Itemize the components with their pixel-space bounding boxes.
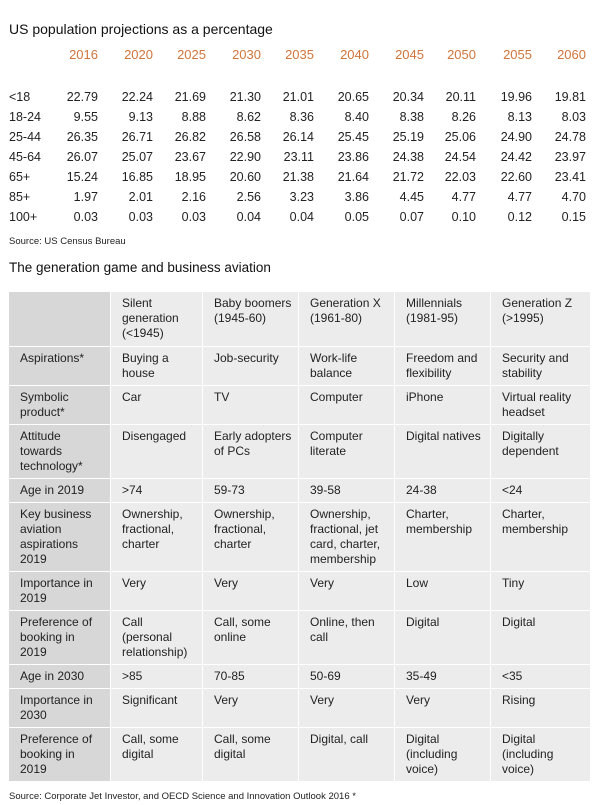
- population-value: 4.70: [561, 190, 586, 204]
- table-cell: Ownership, fractional, jet card, charter, membership: [299, 503, 395, 572]
- table-cell: Early adopters of PCs: [203, 425, 299, 479]
- table-cell: Tiny: [491, 572, 591, 611]
- generations-row: [9, 728, 591, 782]
- table-cell: 70-85: [203, 665, 299, 689]
- table-cell: Ownership, fractional, charter: [203, 503, 299, 572]
- population-value: 22.03: [444, 170, 476, 184]
- year-header-cell: 2016: [69, 47, 98, 62]
- generations-row: [9, 611, 591, 665]
- table-cell: >74: [111, 479, 203, 503]
- table-cell: Significant: [111, 689, 203, 728]
- population-value: 2.56: [236, 190, 261, 204]
- age-group-label: <18: [9, 90, 31, 104]
- generations-row: [9, 425, 591, 479]
- population-value: 26.07: [66, 150, 98, 164]
- population-year-header: [0, 47, 604, 67]
- population-value: 21.64: [337, 170, 369, 184]
- row-header-cell: Attitude towards technology*: [9, 425, 111, 479]
- population-value: 1.97: [73, 190, 98, 204]
- table-cell: Security and stability: [491, 347, 591, 386]
- table-cell: 35-49: [395, 665, 491, 689]
- population-value: 8.26: [451, 110, 476, 124]
- table-cell: Computer: [299, 386, 395, 425]
- population-value: 0.15: [561, 210, 586, 224]
- generations-header-row: [9, 292, 591, 347]
- table-cell: Job-security: [203, 347, 299, 386]
- table-cell: Buying a house: [111, 347, 203, 386]
- table-cell: Charter, membership: [491, 503, 591, 572]
- generations-table: [8, 291, 591, 782]
- population-row: [0, 150, 604, 170]
- population-value: 22.24: [121, 90, 153, 104]
- population-value: 0.03: [128, 210, 153, 224]
- population-value: 8.13: [507, 110, 532, 124]
- population-value: 21.72: [392, 170, 424, 184]
- population-value: 26.71: [121, 130, 153, 144]
- table-cell: Very: [395, 689, 491, 728]
- table-cell: Very: [299, 689, 395, 728]
- row-header-cell: Importance in 2030: [9, 689, 111, 728]
- generations-title: The generation game and business aviation: [9, 260, 271, 275]
- population-value: 8.62: [236, 110, 261, 124]
- year-header-cell: 2025: [177, 47, 206, 62]
- population-row: [0, 110, 604, 130]
- population-value: 8.38: [399, 110, 424, 124]
- table-cell: Rising: [491, 689, 591, 728]
- population-value: 23.41: [554, 170, 586, 184]
- table-cell: Very: [203, 572, 299, 611]
- table-cell: Charter, membership: [395, 503, 491, 572]
- population-value: 25.45: [337, 130, 369, 144]
- row-header-cell: Preference of booking in 2019: [9, 611, 111, 665]
- table-cell: 39-58: [299, 479, 395, 503]
- population-value: 0.05: [344, 210, 369, 224]
- generations-row: [9, 689, 591, 728]
- population-value: 21.38: [282, 170, 314, 184]
- row-header-cell: Age in 2019: [9, 479, 111, 503]
- table-cell: Digital, call: [299, 728, 395, 782]
- table-cell: Digital (including voice): [491, 728, 591, 782]
- population-value: 24.54: [444, 150, 476, 164]
- generation-header-cell: Generation X (1961-80): [299, 292, 395, 347]
- generation-header-cell: Generation Z (>1995): [491, 292, 591, 347]
- population-value: 8.36: [289, 110, 314, 124]
- population-row: [0, 210, 604, 230]
- table-cell: <24: [491, 479, 591, 503]
- row-header-cell: Preference of booking in 2019: [9, 728, 111, 782]
- table-cell: >85: [111, 665, 203, 689]
- population-value: 21.30: [229, 90, 261, 104]
- population-value: 24.90: [500, 130, 532, 144]
- generations-row: [9, 347, 591, 386]
- table-cell: Very: [299, 572, 395, 611]
- population-value: 8.88: [181, 110, 206, 124]
- population-value: 23.11: [283, 150, 314, 164]
- population-value: 26.82: [174, 130, 206, 144]
- year-header-cell: 2020: [124, 47, 153, 62]
- table-cell: Ownership, fractional, charter: [111, 503, 203, 572]
- population-value: 23.67: [174, 150, 206, 164]
- population-title: US population projections as a percentage: [9, 21, 273, 37]
- table-cell: <35: [491, 665, 591, 689]
- population-row: [0, 170, 604, 190]
- population-value: 24.38: [392, 150, 424, 164]
- table-cell: Computer literate: [299, 425, 395, 479]
- population-value: 0.07: [399, 210, 424, 224]
- table-cell: Digital: [491, 611, 591, 665]
- table-cell: Digital natives: [395, 425, 491, 479]
- population-value: 26.35: [66, 130, 98, 144]
- generations-row: [9, 572, 591, 611]
- population-value: 9.55: [73, 110, 98, 124]
- population-value: 3.23: [289, 190, 314, 204]
- population-value: 26.58: [229, 130, 261, 144]
- population-source-note: Source: US Census Bureau: [9, 236, 126, 247]
- year-header-cell: 2055: [503, 47, 532, 62]
- population-value: 22.79: [66, 90, 98, 104]
- table-cell: Very: [203, 689, 299, 728]
- generation-header-cell: Silent generation (<1945): [111, 292, 203, 347]
- population-value: 25.06: [444, 130, 476, 144]
- population-value: 0.04: [236, 210, 261, 224]
- table-cell: Disengaged: [111, 425, 203, 479]
- population-value: 8.03: [561, 110, 586, 124]
- population-value: 4.77: [451, 190, 476, 204]
- generations-source-note: Source: Corporate Jet Investor, and OECD Science and Innovation Outlook 2016 *: [9, 791, 356, 802]
- population-row: [0, 90, 604, 110]
- table-cell: Work-life balance: [299, 347, 395, 386]
- generations-row: [9, 386, 591, 425]
- table-cell: Call, some digital: [111, 728, 203, 782]
- row-header-cell: Age in 2030: [9, 665, 111, 689]
- population-value: 25.07: [121, 150, 153, 164]
- table-cell: Call (personal relationship): [111, 611, 203, 665]
- population-row: [0, 130, 604, 150]
- table-cell: Low: [395, 572, 491, 611]
- year-header-cell: 2060: [557, 47, 586, 62]
- row-header-cell: Key business aviation aspirations 2019: [9, 503, 111, 572]
- year-header-cell: 2035: [285, 47, 314, 62]
- population-value: 22.90: [229, 150, 261, 164]
- population-value: 22.60: [500, 170, 532, 184]
- population-value: 4.77: [507, 190, 532, 204]
- table-cell: Call, some digital: [203, 728, 299, 782]
- population-value: 2.16: [181, 190, 206, 204]
- year-header-cell: 2040: [340, 47, 369, 62]
- table-cell: iPhone: [395, 386, 491, 425]
- population-value: 18.95: [174, 170, 206, 184]
- table-cell: Virtual reality headset: [491, 386, 591, 425]
- population-value: 9.13: [128, 110, 153, 124]
- population-value: 20.65: [337, 90, 369, 104]
- table-cell: Online, then call: [299, 611, 395, 665]
- table-cell: Call, some online: [203, 611, 299, 665]
- population-value: 19.96: [500, 90, 532, 104]
- population-value: 21.69: [174, 90, 206, 104]
- age-group-label: 85+: [9, 190, 31, 204]
- year-header-cell: 2030: [232, 47, 261, 62]
- population-value: 20.60: [229, 170, 261, 184]
- population-value: 26.14: [282, 130, 314, 144]
- population-value: 0.03: [181, 210, 206, 224]
- age-group-label: 45-64: [9, 150, 41, 164]
- age-group-label: 25-44: [9, 130, 41, 144]
- population-value: 0.12: [507, 210, 532, 224]
- table-cell: Digital (including voice): [395, 728, 491, 782]
- table-cell: 59-73: [203, 479, 299, 503]
- population-value: 23.97: [554, 150, 586, 164]
- table-cell: 24-38: [395, 479, 491, 503]
- year-header-cell: 2050: [447, 47, 476, 62]
- table-cell: Car: [111, 386, 203, 425]
- generation-header-cell: Millennials (1981-95): [395, 292, 491, 347]
- population-value: 24.78: [554, 130, 586, 144]
- population-value: 24.42: [500, 150, 532, 164]
- age-group-label: 100+: [9, 210, 38, 224]
- table-cell: Digitally dependent: [491, 425, 591, 479]
- population-value: 19.81: [554, 90, 586, 104]
- population-value: 2.01: [128, 190, 153, 204]
- year-header-cell: 2045: [395, 47, 424, 62]
- population-row: [0, 190, 604, 210]
- population-value: 0.04: [289, 210, 314, 224]
- generation-header-cell: Baby boomers (1945-60): [203, 292, 299, 347]
- population-value: 0.03: [73, 210, 98, 224]
- generations-row: [9, 503, 591, 572]
- population-value: 23.86: [337, 150, 369, 164]
- row-header-cell: Importance in 2019: [9, 572, 111, 611]
- generations-row: [9, 479, 591, 503]
- population-value: 16.85: [121, 170, 153, 184]
- population-value: 15.24: [66, 170, 98, 184]
- population-value: 20.11: [445, 90, 476, 104]
- header-corner-cell: [9, 292, 111, 347]
- table-cell: Very: [111, 572, 203, 611]
- table-cell: Digital: [395, 611, 491, 665]
- row-header-cell: Aspirations*: [9, 347, 111, 386]
- population-value: 0.10: [451, 210, 476, 224]
- table-cell: Freedom and flexibility: [395, 347, 491, 386]
- population-value: 25.19: [392, 130, 424, 144]
- table-cell: TV: [203, 386, 299, 425]
- population-value: 3.86: [344, 190, 369, 204]
- age-group-label: 18-24: [9, 110, 41, 124]
- population-value: 20.34: [392, 90, 424, 104]
- population-value: 4.45: [399, 190, 424, 204]
- population-value: 8.40: [344, 110, 369, 124]
- generations-row: [9, 665, 591, 689]
- row-header-cell: Symbolic product*: [9, 386, 111, 425]
- age-group-label: 65+: [9, 170, 31, 184]
- population-value: 21.01: [282, 90, 314, 104]
- table-cell: 50-69: [299, 665, 395, 689]
